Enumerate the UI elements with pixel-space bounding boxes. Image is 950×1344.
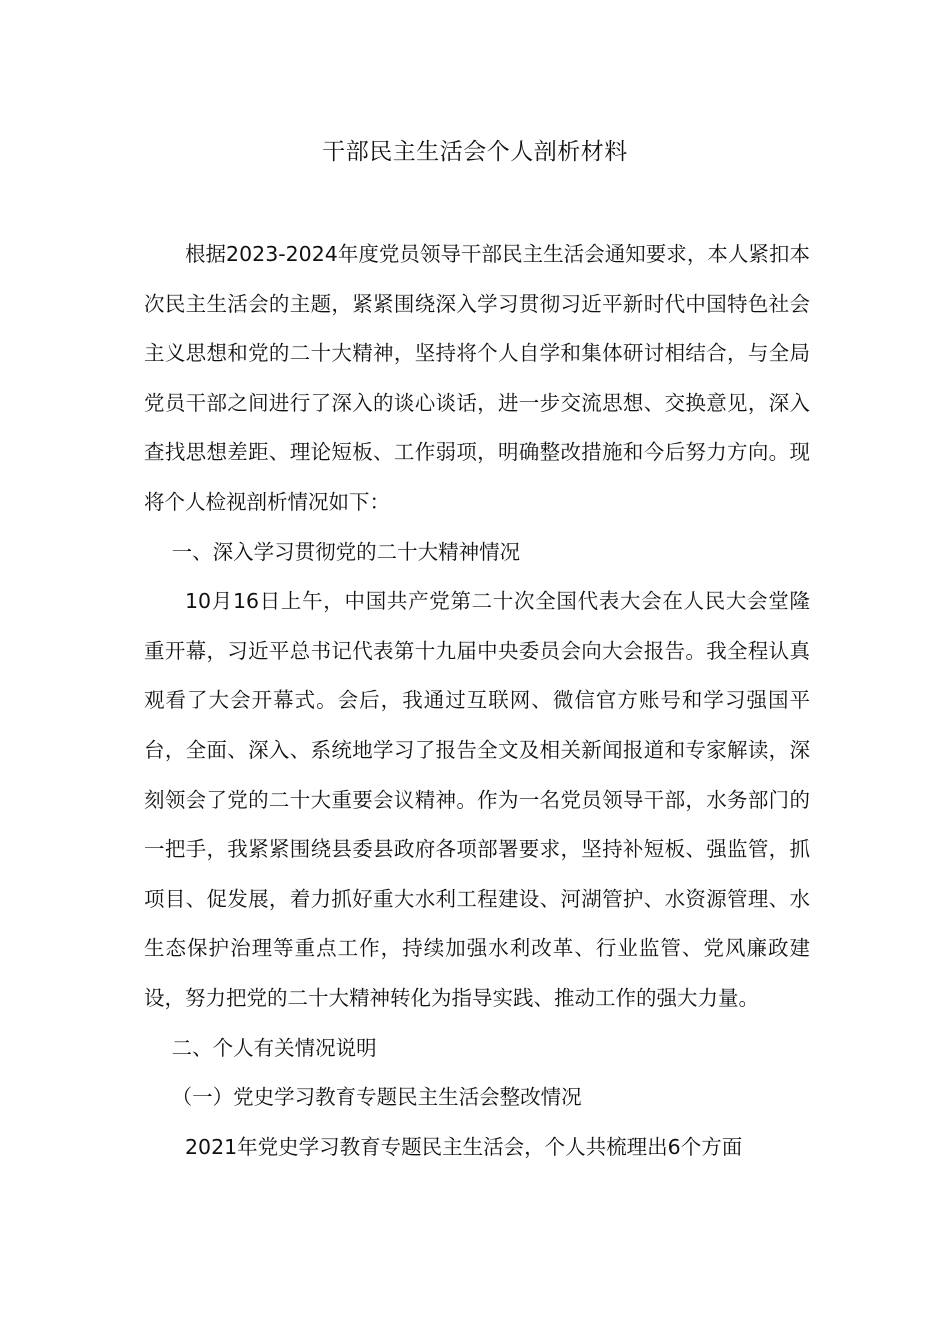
subsection-heading-2-1: （一）党史学习教育专题民主生活会整改情况	[171, 1085, 582, 1110]
paragraph-section-1: 10月16日上午，中国共产党第二十次全国代表大会在人民大会堂隆重开幕，习近平总书记代表第十九届中央委员会向大会报告。我全程认真观看了大会开幕式。会后，我通过互联网、微信官方账号和学习强国平台，全面、深入、系统地学习了报告全文及相关新闻报道和专家解读，深刻领会了党的二十大重要会议精神。作为一名党员领导干部，水务部门的一把手，我紧紧围绕县委县政府各项部署要求，坚持补短板、强监管，抓项目、促发展，着力抓好重大水利工程建设、河湖管护、水资源管理、水生态保护治理等重点工作，持续加强水利改革、行业监管、党风廉政建设，努力把党的二十大精神转化为指导实践、推动工作的强大力量。	[144, 589, 810, 1010]
paragraph-subsection-2-1: 2021年党史学习教育专题民主生活会，个人共梳理出6个方面	[185, 1134, 743, 1159]
document-title: 干部民主生活会个人剖析材料	[322, 139, 628, 165]
document-body	[144, 230, 810, 1172]
section-heading-2: 二、个人有关情况说明	[171, 1035, 377, 1060]
section-heading-1: 一、深入学习贯彻党的二十大精神情况	[171, 539, 521, 564]
paragraph-intro: 根据2023-2024年度党员领导干部民主生活会通知要求，本人紧扣本次民主生活会的主题，紧紧围绕深入学习贯彻习近平新时代中国特色社会主义思想和党的二十大精神，坚持将个人自学和集体研讨相结合，与全局党员干部之间进行了深入的谈心谈话，进一步交流思想、交换意见，深入查找思想差距、理论短板、工作弱项，明确整改措施和今后努力方向。现将个人检视剖析情况如下：	[144, 242, 810, 514]
